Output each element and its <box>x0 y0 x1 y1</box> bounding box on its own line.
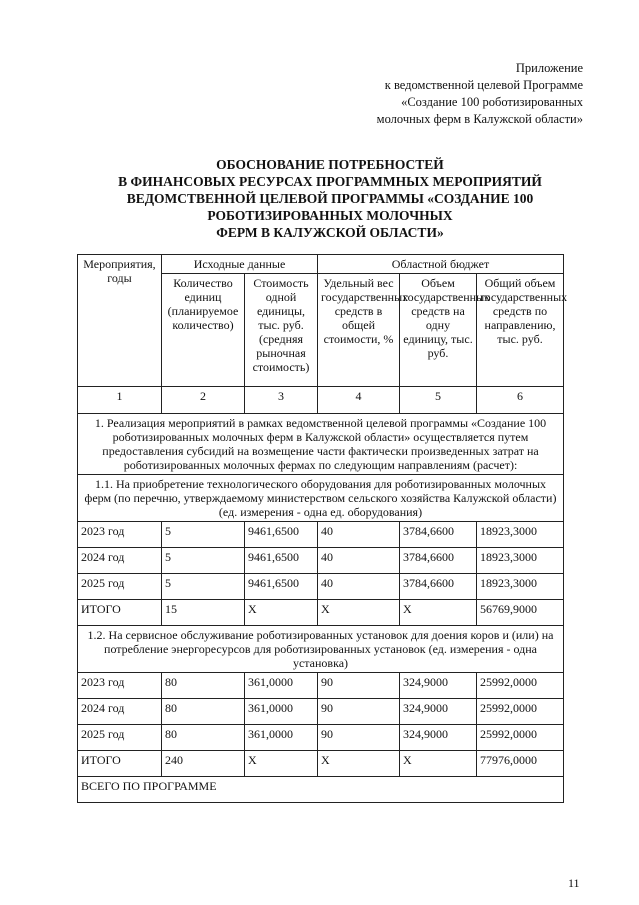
column-number: 2 <box>162 387 245 414</box>
total-unit-cost: X <box>245 751 318 777</box>
table-total-row <box>78 751 564 777</box>
total-sum: 56769,9000 <box>477 600 564 626</box>
section-1-heading: 1. Реализация мероприятий в рамках ведомственной целевой программы «Создание 100 роботизированных молочных ферм в Калужской области» осуществляется путем предоставления субсидий на возмещение части фактически произведенных затрат на роботизированных молочных фермах по следующим направлениям (расчет): <box>78 414 564 475</box>
row-state-per-unit: 3784,6600 <box>400 522 477 548</box>
row-total: 18923,3000 <box>477 574 564 600</box>
row-year: 2025 год <box>78 725 162 751</box>
title-line: РОБОТИЗИРОВАННЫХ МОЛОЧНЫХ <box>207 208 453 223</box>
total-label: ИТОГО <box>78 751 162 777</box>
row-unit-cost: 361,0000 <box>245 725 318 751</box>
header-quantity: Количество единиц (планируемое количество) <box>162 274 245 387</box>
appendix-note <box>283 60 583 128</box>
table-row <box>78 574 564 600</box>
row-year: 2024 год <box>78 699 162 725</box>
row-state-per-unit: 324,9000 <box>400 673 477 699</box>
header-unit-cost: Стоимость одной единицы, тыс. руб. (средняя рыночная стоимость) <box>245 274 318 387</box>
row-total: 18923,3000 <box>477 522 564 548</box>
total-state-per-unit: X <box>400 600 477 626</box>
column-number: 6 <box>477 387 564 414</box>
header-source-data: Исходные данные <box>162 255 318 274</box>
header-events: Мероприятия, годы <box>78 255 162 387</box>
row-total: 25992,0000 <box>477 699 564 725</box>
table-row <box>78 725 564 751</box>
column-number: 3 <box>245 387 318 414</box>
row-quantity: 5 <box>162 548 245 574</box>
title-line: ВЕДОМСТВЕННОЙ ЦЕЛЕВОЙ ПРОГРАММЫ «СОЗДАНИЕ 100 <box>126 191 534 206</box>
row-year: 2025 год <box>78 574 162 600</box>
total-share: X <box>318 600 400 626</box>
total-unit-cost: X <box>245 600 318 626</box>
row-quantity: 5 <box>162 574 245 600</box>
header-share: Удельный вес государственных средств в общей стоимости, % <box>318 274 400 387</box>
total-sum: 77976,0000 <box>477 751 564 777</box>
table-row <box>78 673 564 699</box>
financing-table <box>77 254 568 803</box>
row-total: 18923,3000 <box>477 548 564 574</box>
row-quantity: 80 <box>162 673 245 699</box>
row-total: 25992,0000 <box>477 673 564 699</box>
title-line: ФЕРМ В КАЛУЖСКОЙ ОБЛАСТИ» <box>216 225 444 240</box>
header-state-per-unit: Объем государственных средств на одну единицу, тыс. руб. <box>400 274 477 387</box>
appendix-line: к ведомственной целевой Программе <box>384 78 583 92</box>
table-total-row <box>78 600 564 626</box>
row-year: 2023 год <box>78 522 162 548</box>
row-quantity: 80 <box>162 725 245 751</box>
subsection-1-1-heading: 1.1. На приобретение технологического оборудования для роботизированных молочных ферм (по перечню, утверждаемому министерством сельского хозяйства Калужской области) (ед. измерения - одна ед. оборудования) <box>78 475 564 522</box>
grand-total-row: ВСЕГО ПО ПРОГРАММЕ <box>78 777 564 803</box>
row-unit-cost: 9461,6500 <box>245 574 318 600</box>
row-share: 90 <box>318 699 400 725</box>
row-unit-cost: 361,0000 <box>245 673 318 699</box>
appendix-line: «Создание 100 роботизированных <box>401 95 583 109</box>
row-year: 2024 год <box>78 548 162 574</box>
row-state-per-unit: 3784,6600 <box>400 574 477 600</box>
column-number: 1 <box>78 387 162 414</box>
subsection-1-2-heading: 1.2. На сервисное обслуживание роботизированных установок для доения коров и (или) на потребление энергоресурсов для роботизированных установок (ед. измерения - одна установка) <box>78 626 564 673</box>
row-share: 40 <box>318 574 400 600</box>
row-share: 90 <box>318 725 400 751</box>
total-quantity: 240 <box>162 751 245 777</box>
header-total: Общий объем государственных средств по направлению, тыс. руб. <box>477 274 564 387</box>
row-unit-cost: 9461,6500 <box>245 522 318 548</box>
total-state-per-unit: X <box>400 751 477 777</box>
row-quantity: 5 <box>162 522 245 548</box>
column-number: 4 <box>318 387 400 414</box>
row-year: 2023 год <box>78 673 162 699</box>
row-state-per-unit: 324,9000 <box>400 699 477 725</box>
table-row <box>78 548 564 574</box>
table-row <box>78 699 564 725</box>
document-title <box>60 156 600 241</box>
row-quantity: 80 <box>162 699 245 725</box>
page-number: 11 <box>568 876 580 890</box>
total-quantity: 15 <box>162 600 245 626</box>
row-state-per-unit: 3784,6600 <box>400 548 477 574</box>
row-share: 90 <box>318 673 400 699</box>
table-row <box>78 522 564 548</box>
title-line: В ФИНАНСОВЫХ РЕСУРСАХ ПРОГРАММНЫХ МЕРОПРИЯТИЙ <box>118 174 542 189</box>
row-state-per-unit: 324,9000 <box>400 725 477 751</box>
title-line: ОБОСНОВАНИЕ ПОТРЕБНОСТЕЙ <box>216 157 444 172</box>
appendix-line: Приложение <box>515 61 583 75</box>
row-unit-cost: 9461,6500 <box>245 548 318 574</box>
header-regional-budget: Областной бюджет <box>318 255 564 274</box>
column-number: 5 <box>400 387 477 414</box>
appendix-line: молочных ферм в Калужской области» <box>376 112 583 126</box>
total-label: ИТОГО <box>78 600 162 626</box>
row-total: 25992,0000 <box>477 725 564 751</box>
row-share: 40 <box>318 522 400 548</box>
row-unit-cost: 361,0000 <box>245 699 318 725</box>
total-share: X <box>318 751 400 777</box>
row-share: 40 <box>318 548 400 574</box>
